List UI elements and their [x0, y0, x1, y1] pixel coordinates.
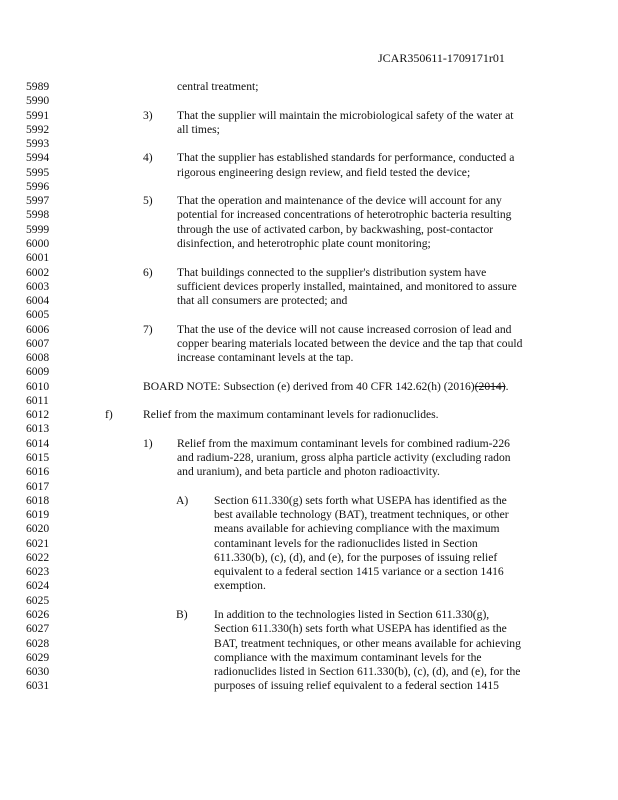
- line-number: 6004: [26, 294, 50, 308]
- line-number: 6012: [26, 408, 50, 422]
- line-text-main: That buildings connected to the supplier's distribution system have: [177, 265, 487, 279]
- document-line: [0, 337, 618, 351]
- document-line: [0, 622, 618, 636]
- line-text: [214, 565, 504, 579]
- document-line: [0, 323, 618, 337]
- document-line: [0, 223, 618, 237]
- line-text: [177, 280, 517, 294]
- document-line: [0, 80, 618, 94]
- line-text-main: increase contaminant levels at the tap.: [177, 351, 354, 365]
- line-number: 5995: [26, 165, 50, 179]
- line-number: 6020: [26, 522, 50, 536]
- line-number: 5991: [26, 108, 50, 122]
- struck-text: (2014): [474, 379, 506, 393]
- line-number: 6027: [26, 622, 50, 636]
- document-line: [0, 137, 618, 151]
- line-text-main: compliance with the maximum contaminant levels for the: [214, 650, 482, 664]
- line-text-main: BAT, treatment techniques, or other means available for achieving: [214, 636, 521, 650]
- document-line: [0, 351, 618, 365]
- line-text: [177, 151, 514, 165]
- line-number: 5996: [26, 179, 50, 193]
- line-text-main: In addition to the technologies listed in Section 611.330(g),: [214, 607, 490, 621]
- line-text-main: and radium-228, uranium, gross alpha particle activity (excluding radon: [177, 451, 511, 465]
- line-text: [177, 208, 511, 222]
- document-line: [0, 451, 618, 465]
- line-text-main: central treatment;: [177, 80, 259, 93]
- line-number: 6031: [26, 679, 50, 693]
- document-line: [0, 551, 618, 565]
- line-text: [143, 380, 509, 394]
- line-number: 6017: [26, 479, 50, 493]
- item-label: 6): [143, 265, 153, 279]
- document-line: [0, 537, 618, 551]
- line-text: [177, 465, 440, 479]
- line-number: 5993: [26, 137, 50, 151]
- document-line: [0, 651, 618, 665]
- line-text-main: 611.330(b), (c), (d), and (e), for the purposes of issuing relief: [214, 550, 498, 564]
- line-text: [214, 494, 507, 508]
- document-line: [0, 365, 618, 379]
- document-line: [0, 266, 618, 280]
- line-number: 5992: [26, 122, 50, 136]
- line-text-main: That the operation and maintenance of the device will account for any: [177, 194, 502, 208]
- line-text: [177, 223, 493, 237]
- line-text-main: all times;: [177, 122, 220, 136]
- line-text-main: Section 611.330(h) sets forth what USEPA has identified as the: [214, 622, 507, 636]
- line-text: [214, 522, 500, 536]
- line-text: [143, 408, 439, 422]
- line-number: 6009: [26, 365, 50, 379]
- item-label: 3): [143, 108, 153, 122]
- document-line: [0, 465, 618, 479]
- line-text-main: Section 611.330(g) sets forth what USEPA has identified as the: [214, 493, 507, 507]
- line-text: [177, 109, 513, 123]
- document-id-header: JCAR350611-1709171r01: [378, 51, 505, 65]
- line-number: 6014: [26, 436, 50, 450]
- line-text: [214, 651, 482, 665]
- line-number: 6005: [26, 308, 50, 322]
- item-label: 5): [143, 194, 153, 208]
- line-number: 5997: [26, 194, 50, 208]
- line-text-main: equivalent to a federal section 1415 variance or a section 1416: [214, 565, 504, 579]
- item-label: 7): [143, 322, 153, 336]
- document-line: [0, 508, 618, 522]
- line-text: [177, 451, 511, 465]
- line-text-main: sufficient devices properly installed, maintained, and monitored to assure: [177, 279, 517, 293]
- line-text-main: that all consumers are protected; and: [177, 294, 348, 308]
- document-line: [0, 109, 618, 123]
- line-text-main: That the supplier has established standards for performance, conducted a: [177, 151, 515, 165]
- line-text: [177, 437, 510, 451]
- line-number: 6011: [26, 393, 49, 407]
- line-text-main: contaminant levels for the radionuclides listed in Section: [214, 536, 478, 550]
- line-number: 6008: [26, 351, 50, 365]
- line-text: [177, 194, 502, 208]
- line-text: [177, 337, 522, 351]
- line-number: 5990: [26, 94, 50, 108]
- line-text-main: means available for achieving compliance with the maximum: [214, 522, 500, 536]
- line-text: [177, 323, 511, 337]
- line-text-main: That the supplier will maintain the microbiological safety of the water at: [177, 108, 514, 122]
- line-number: 6015: [26, 451, 50, 465]
- line-number: 6023: [26, 565, 50, 579]
- line-number: 6021: [26, 536, 50, 550]
- item-label: B): [176, 607, 188, 621]
- line-text: [214, 608, 489, 622]
- document-line: [0, 679, 618, 693]
- document-line: [0, 437, 618, 451]
- line-number: 6018: [26, 493, 50, 507]
- line-number: 6000: [26, 236, 50, 250]
- line-text-main: radionuclides listed in Section 611.330(b), (c), (d), and (e), for the: [214, 665, 521, 679]
- line-text: [177, 266, 486, 280]
- document-line: [0, 380, 618, 394]
- line-number: 6010: [26, 379, 50, 393]
- line-text: [214, 679, 499, 693]
- document-line: [0, 308, 618, 322]
- document-line: [0, 123, 618, 137]
- document-line: [0, 408, 618, 422]
- document-line: [0, 494, 618, 508]
- line-number: 6025: [26, 593, 50, 607]
- item-label: 4): [143, 151, 153, 165]
- line-number: 6002: [26, 265, 50, 279]
- line-number: 6019: [26, 508, 50, 522]
- line-number: 6024: [26, 579, 50, 593]
- line-number: 6007: [26, 336, 50, 350]
- line-text: [214, 537, 478, 551]
- line-text-main: and uranium), and beta particle and photon radioactivity.: [177, 465, 440, 479]
- line-number: 6028: [26, 636, 50, 650]
- line-text-main: purposes of issuing relief equivalent to a federal section 1415: [214, 679, 499, 693]
- line-number: 5989: [26, 80, 50, 93]
- document-line: [0, 94, 618, 108]
- document-line: [0, 665, 618, 679]
- document-line: [0, 608, 618, 622]
- line-text: [214, 551, 497, 565]
- line-number: 6013: [26, 422, 50, 436]
- line-number: 6022: [26, 550, 50, 564]
- document-line: [0, 237, 618, 251]
- line-number: 6026: [26, 607, 50, 621]
- document-line: [0, 422, 618, 436]
- item-label: A): [176, 493, 189, 507]
- line-text: [177, 294, 347, 308]
- line-text-main: through the use of activated carbon, by backwashing, post-contactor: [177, 222, 494, 236]
- document-line: [0, 151, 618, 165]
- line-number: 5998: [26, 208, 50, 222]
- line-text-tail: .: [505, 379, 509, 393]
- line-text: [214, 622, 507, 636]
- document-line: [0, 594, 618, 608]
- line-text: [177, 123, 220, 137]
- document-line: [0, 480, 618, 494]
- line-number: 6030: [26, 665, 50, 679]
- line-text: [177, 80, 258, 94]
- line-text: [177, 237, 431, 251]
- line-text-main: Relief from the maximum contaminant levels for radionuclides.: [143, 408, 439, 422]
- document-line: [0, 394, 618, 408]
- document-line: [0, 166, 618, 180]
- document-line: [0, 294, 618, 308]
- item-label: f): [105, 408, 113, 422]
- line-text: [214, 637, 521, 651]
- line-text: [177, 166, 470, 180]
- line-text: [214, 665, 520, 679]
- line-number: 6001: [26, 251, 50, 265]
- line-text: [177, 351, 353, 365]
- line-text-main: That the use of the device will not cause increased corrosion of lead and: [177, 322, 512, 336]
- line-number: 6016: [26, 465, 50, 479]
- line-number: 6029: [26, 650, 50, 664]
- line-number: 6006: [26, 322, 50, 336]
- document-line: [0, 280, 618, 294]
- line-text-main: copper bearing materials located between the device and the tap that could: [177, 336, 523, 350]
- line-number: 5999: [26, 222, 50, 236]
- document-line: [0, 565, 618, 579]
- document-line: [0, 251, 618, 265]
- line-number: 6003: [26, 279, 50, 293]
- line-text-main: BOARD NOTE: Subsection (e) derived from 40 CFR 142.62(h) (2016): [143, 379, 475, 393]
- line-text: [214, 508, 509, 522]
- line-text-main: Relief from the maximum contaminant levels for combined radium-226: [177, 436, 510, 450]
- line-text-main: best available technology (BAT), treatment techniques, or other: [214, 508, 509, 522]
- line-text: [214, 579, 266, 593]
- line-number: 5994: [26, 151, 50, 165]
- line-text-main: exemption.: [214, 579, 266, 593]
- document-line: [0, 180, 618, 194]
- document-line: [0, 208, 618, 222]
- document-line: [0, 194, 618, 208]
- line-text-main: potential for increased concentrations of heterotrophic bacteria resulting: [177, 208, 512, 222]
- document-line: [0, 637, 618, 651]
- line-text-main: disinfection, and heterotrophic plate count monitoring;: [177, 236, 431, 250]
- line-text-main: rigorous engineering design review, and field tested the device;: [177, 165, 471, 179]
- document-line: [0, 522, 618, 536]
- document-line: [0, 579, 618, 593]
- item-label: 1): [143, 436, 153, 450]
